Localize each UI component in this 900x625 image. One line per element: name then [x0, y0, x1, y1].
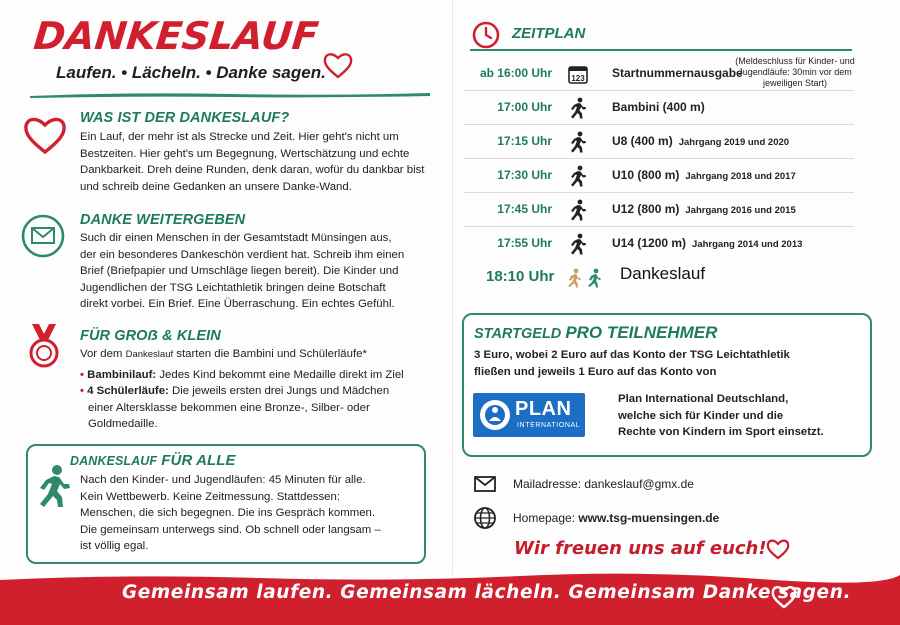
intro-pre: Vor dem	[80, 348, 123, 360]
runner-icon	[567, 97, 589, 119]
row-label-text: U14 (1200 m)	[612, 236, 687, 250]
runner-icon	[567, 165, 589, 187]
brand-title: DANKESLAUF	[31, 14, 321, 58]
section-text-gross	[80, 346, 404, 433]
envelope-icon	[473, 472, 497, 496]
text-line: welche sich für Kinder und die	[618, 409, 784, 422]
text-line: Die gemeinsam unterwegs sind. Ob schnell oder langsam –	[80, 523, 381, 536]
mail-label: Mailadresse:	[513, 477, 582, 491]
brush-stroke-divider	[30, 91, 430, 99]
row-divider	[464, 226, 854, 227]
runner-icon	[567, 199, 589, 221]
schedule-row	[464, 92, 854, 125]
row-divider	[464, 192, 854, 193]
row-time: 17:55 Uhr	[497, 236, 552, 250]
section-heading-gross: FÜR GROẞ & KLEIN	[80, 328, 221, 344]
gross-intro	[80, 346, 404, 364]
text-line: Bestzeiten. Hier geht's um Begegnung, Wertschätzung und echte	[80, 147, 410, 160]
bullet-bold: 4 Schülerläufe:	[87, 385, 169, 398]
schedule-row	[464, 194, 854, 227]
contact-mail	[513, 477, 694, 491]
heart-icon	[322, 50, 354, 80]
heading-big: PRO TEILNEHMER	[565, 323, 718, 342]
text-line: 3 Euro, wobei 2 Euro auf das Konto der TSG Leichtathletik	[474, 349, 790, 361]
bullet-schueler: • 4 Schülerläufe: Die jeweils ersten drei Jungs und Mädchen	[80, 385, 390, 398]
startgeld-heading	[474, 323, 717, 343]
text-line: Such dir einen Menschen in der Gesamtstadt Münsingen aus,	[80, 232, 392, 244]
section-text-was	[80, 129, 424, 195]
contact-home	[513, 511, 719, 525]
svg-text:123: 123	[571, 74, 585, 83]
text-line: fließen und jeweils 1 Euro auf das Konto von	[474, 365, 717, 378]
text-line: direkt vorbei. Ein Brief. Eine Überraschung. Ein echtes Gefühl.	[80, 298, 395, 311]
row-label-text: Startnummernausgabe	[612, 66, 743, 80]
row-jahrgang: Jahrgang 2018 und 2017	[685, 171, 796, 182]
schedule-row	[464, 126, 854, 159]
row-label	[612, 100, 705, 114]
row-time: ab 16:00 Uhr	[479, 66, 552, 80]
heading-big: FÜR ALLE	[161, 452, 236, 469]
row-label-text: U10 (800 m)	[612, 168, 680, 182]
calendar-123-icon	[567, 63, 589, 85]
mail-link[interactable]: dankeslauf@gmx.de	[584, 477, 694, 491]
bullet-bambini: • Bambinilauf: Jedes Kind bekommt eine Medaille direkt im Ziel	[80, 368, 404, 381]
heart-icon	[770, 584, 798, 610]
section-text-danke	[80, 230, 404, 313]
footer-slogan: Gemeinsam laufen. Gemeinsam lächeln. Gemeinsam Danke sagen.	[122, 582, 852, 603]
text-line: Plan International Deutschland,	[618, 393, 789, 405]
row-time: 17:15 Uhr	[497, 134, 552, 148]
section-heading-alle	[70, 452, 236, 469]
schedule-row	[464, 58, 854, 91]
text-line: Goldmedaille.	[88, 418, 158, 431]
text-line: Dankbarkeit. Dreh deine Runden, denk daran, wofür du dankbar bist	[80, 164, 425, 177]
final-time: 18:10 Uhr	[486, 268, 555, 285]
row-label-text: Bambini (400 m)	[612, 100, 705, 114]
runner-icon	[32, 464, 72, 508]
closing-line: Wir freuen uns auf euch!	[514, 538, 767, 559]
text-line: Kein Wettbewerb. Keine Zeitmessung. Stattdessen:	[80, 490, 341, 503]
text-line: Brief (Briefpapier und Umschläge liegen bereit). Die Kinder und	[80, 265, 399, 278]
section-heading-danke: DANKE WEITERGEBEN	[80, 212, 246, 228]
row-label	[612, 236, 802, 250]
plan-description	[618, 391, 858, 441]
text-line: einer Altersklasse bekommen eine Bronze-, Silber- oder	[88, 401, 370, 414]
text-line: Jugendlichen der TSG Leichtathletik bringen deine Botschaft	[80, 281, 386, 294]
row-label	[612, 66, 743, 80]
schedule-underline	[470, 49, 852, 51]
section-text-alle	[80, 472, 381, 555]
heart-icon	[766, 538, 790, 560]
row-label-text: U8 (400 m)	[612, 134, 673, 148]
text-line: und schreib deine Gedanken an unsere Danke-Wand.	[80, 180, 352, 193]
row-jahrgang: Jahrgang 2019 und 2020	[678, 137, 790, 148]
text-line: Nach den Kinder- und Jugendläufen: 45 Minuten für alle.	[80, 474, 366, 486]
row-jahrgang: Jahrgang 2014 und 2013	[692, 239, 803, 250]
row-label	[612, 202, 796, 216]
plan-logo-mark-icon	[479, 399, 511, 431]
medal-icon	[24, 322, 64, 370]
runner-icon	[567, 131, 589, 153]
intro-small: Dankeslauf	[125, 349, 174, 360]
home-link[interactable]: www.tsg-muensingen.de	[578, 511, 720, 525]
text-line: der ein besonderes Dankeschön verdient hat. Schreib ihm einen	[80, 248, 405, 261]
row-divider	[464, 158, 854, 159]
brand-subtitle: Laufen. • Lächeln. • Danke sagen.	[56, 63, 326, 82]
heading-small: DANKESLAUF	[70, 454, 158, 468]
row-time: 17:00 Uhr	[497, 100, 552, 114]
heading-small: STARTGELD	[474, 326, 562, 342]
schedule-heading: ZEITPLAN	[512, 25, 586, 42]
clock-icon	[471, 20, 501, 50]
row-label	[612, 168, 796, 182]
home-label: Homepage:	[513, 511, 576, 525]
schedule-row	[464, 228, 854, 261]
row-time: 17:45 Uhr	[497, 202, 552, 216]
two-runners-icon	[566, 268, 610, 288]
final-label: Dankeslauf	[620, 264, 706, 283]
row-time: 17:30 Uhr	[497, 168, 552, 182]
heart-outline-icon	[22, 114, 68, 156]
envelope-circle-icon	[20, 213, 66, 259]
plan-logo-sub: INTERNATIONAL	[517, 422, 581, 429]
text-line: Menschen, die sich begegnen. Die ins Gespräch kommen.	[80, 507, 376, 520]
plan-international-logo	[473, 393, 585, 437]
bullet-bold: Bambinilauf:	[87, 368, 157, 381]
row-label	[612, 134, 789, 148]
startgeld-text	[474, 347, 854, 380]
intro-post: starten die Bambini und Schülerläufe*	[176, 348, 367, 360]
schedule-row	[464, 160, 854, 193]
row-label-text: U12 (800 m)	[612, 202, 680, 216]
plan-logo-word: PLAN	[515, 398, 572, 420]
globe-icon	[473, 506, 497, 530]
row-divider	[464, 90, 854, 91]
text-line: ist völlig egal.	[80, 540, 149, 553]
bullet-text: Jedes Kind bekommt eine Medaille direkt im Ziel	[159, 368, 404, 381]
text-line: Ein Lauf, der mehr ist als Strecke und Zeit. Hier geht's nicht um	[80, 131, 399, 143]
schedule-note: (Meldeschluss für Kinder- und Jugendläufe: 30min vor dem jeweiligen Start)	[735, 56, 855, 88]
bullet-text: Die jeweils ersten drei Jungs und Mädchen	[172, 385, 390, 398]
section-heading-was: WAS IST DER DANKESLAUF?	[80, 110, 290, 126]
row-jahrgang: Jahrgang 2016 und 2015	[685, 205, 796, 216]
runner-icon	[567, 233, 589, 255]
row-divider	[464, 124, 854, 125]
text-line: Rechte von Kindern im Sport einsetzt.	[618, 426, 824, 439]
